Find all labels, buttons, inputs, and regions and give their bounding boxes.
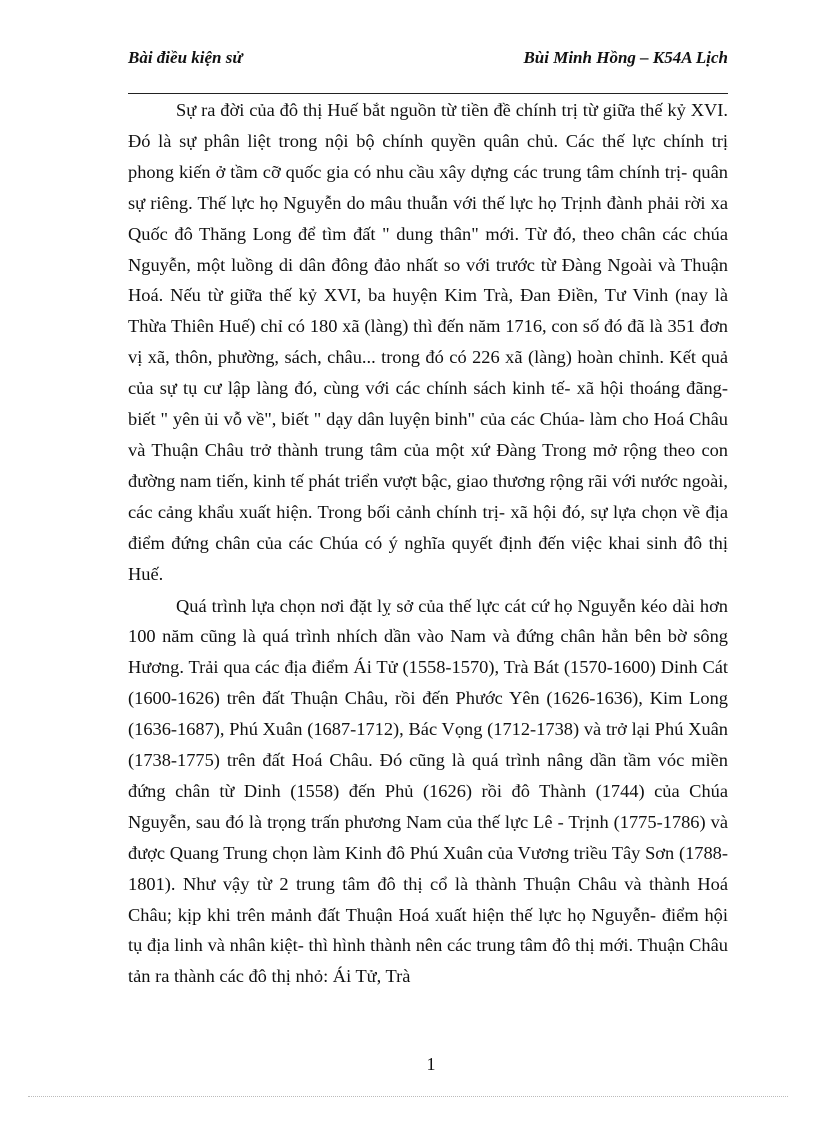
page-bottom-edge bbox=[28, 1096, 788, 1097]
page-number: 1 bbox=[426, 1054, 436, 1074]
header-left-text: Bài điều kiện sử bbox=[128, 48, 243, 67]
header-right-text: Bùi Minh Hồng – K54A Lịch bbox=[523, 48, 728, 67]
page-header bbox=[128, 48, 728, 94]
header-divider bbox=[128, 93, 728, 94]
paragraph-2: Quá trình lựa chọn nơi đặt lỵ sở của thế lực cát cứ họ Nguyễn kéo dài hơn 100 năm cũng là quá trình nhích dần vào Nam và đứng chân hẳn bên bờ sông Hương. Trải qua các địa điểm Ái Tử (1558-1570), Trà Bát (1570-1600) Dinh Cát (1600-1626) trên đất Thuận Châu, rồi đến Phước Yên (1626-1636), Kim Long (1636-1687), Phú Xuân (1687-1712), Bác Vọng (1712-1738) và trở lại Phú Xuân (1738-1775) trên đất Hoá Châu. Đó cũng là quá trình nâng dần tầm vóc miền đứng chân từ Dinh (1558) đến Phủ (1626) rồi đô Thành (1744) của Chúa Nguyễn, sau đó là trọng trấn phương Nam của thế lực Lê - Trịnh (1775-1786) và được Quang Trung chọn làm Kinh đô Phú Xuân của Vương triều Tây Sơn (1788-1801). Như vậy từ 2 trung tâm đô thị cổ là thành Thuận Châu và thành Hoá Châu; kịp khi trên mảnh đất Thuận Hoá xuất hiện thế lực họ Nguyễn- điểm hội tụ địa linh và nhân kiệt- thì hình thành nên các trung tâm đô thị mới. Thuận Châu tản ra thành các đô thị nhỏ: Ái Tử, Trà bbox=[128, 595, 728, 987]
document-body bbox=[128, 95, 728, 992]
paragraph-1: Sự ra đời của đô thị Huế bắt nguồn từ tiền đề chính trị từ giữa thế kỷ XVI. Đó là sự phân liệt trong nội bộ chính quyền quân chủ. Các thế lực chính trị phong kiến ở tầm cỡ quốc gia có nhu cầu xây dựng các trung tâm chính trị- quân sự riêng. Thế lực họ Nguyễn do mâu thuẫn với thế lực họ Trịnh đành phải rời xa Quốc đô Thăng Long để tìm đất " dung thân" mới. Từ đó, theo chân các chúa Nguyễn, một luồng di dân đông đảo nhất so với trước từ Đàng Ngoài và Thuận Hoá. Nếu từ giữa thế kỷ XVI, ba huyện Kim Trà, Đan Điền, Tư Vinh (nay là Thừa Thiên Huế) chỉ có 180 xã (làng) thì đến năm 1716, con số đó đã là 351 đơn vị xã, thôn, phường, sách, châu... trong đó có 226 xã (làng) hoàn chỉnh. Kết quả của sự tụ cư lập làng đó, cùng với các chính sách kinh tế- xã hội thoáng đãng- biết " yên ủi vỗ về", biết " dạy dân luyện binh" của các Chúa- làm cho Hoá Châu và Thuận Châu trở thành trung tâm của một xứ Đàng Trong mở rộng theo con đường nam tiến, kinh tế phát triển vượt bậc, giao thương rộng rãi với nước ngoài, các cảng khẩu xuất hiện. Trong bối cảnh chính trị- xã hội đó, sự lựa chọn về địa điểm đứng chân của các Chúa có ý nghĩa quyết định đến việc khai sinh đô thị Huế. bbox=[128, 100, 728, 584]
